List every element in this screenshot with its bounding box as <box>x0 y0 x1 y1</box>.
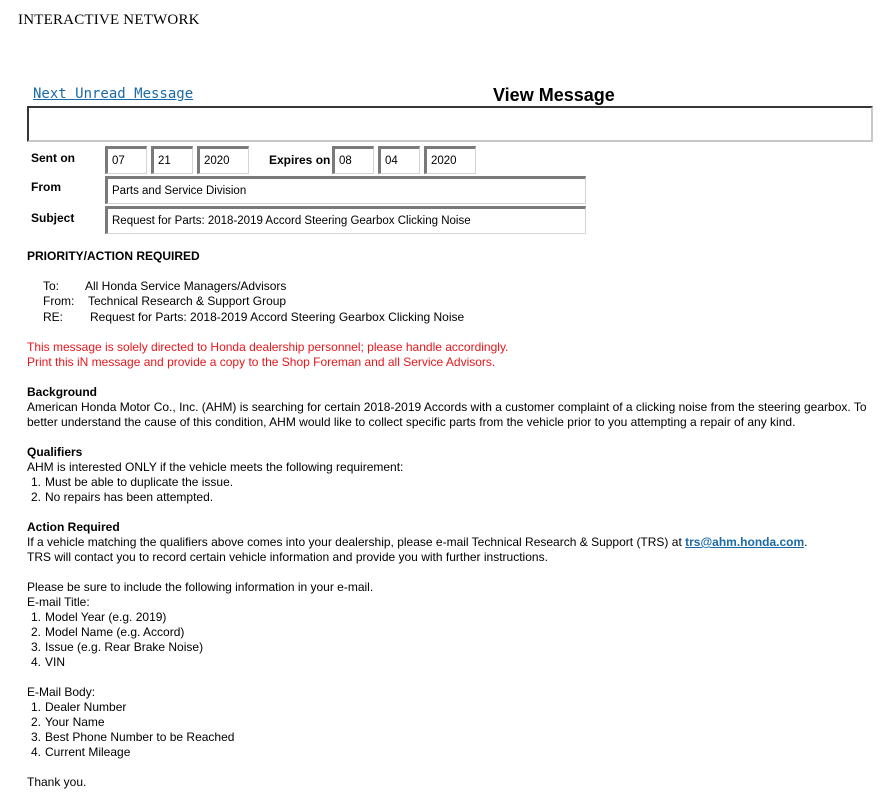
background-heading: Background <box>27 385 98 399</box>
sent-year-field[interactable]: 2020 <box>197 146 249 174</box>
email-body-list <box>27 700 234 760</box>
page-title: View Message <box>493 85 615 105</box>
subject-field[interactable]: Request for Parts: 2018-2019 Accord Steering Gearbox Clicking Noise <box>105 206 586 234</box>
email-title-label: E-mail Title: <box>27 595 90 609</box>
notice-line-2: Print this iN message and provide a copy to the Shop Foreman and all Service Advisors. <box>27 355 496 369</box>
action-text: If a vehicle matching the qualifiers above comes into your dealership, please e-mail Technical Research & Support (TRS) at trs@ahm.honda.com. <box>27 535 808 549</box>
email-title-item: 1. Model Year (e.g. 2019) <box>30 610 167 624</box>
message-header-box <box>27 106 873 142</box>
qualifiers-heading: Qualifiers <box>27 445 83 459</box>
email-body-label: E-Mail Body: <box>27 685 96 699</box>
memo-to-value: All Honda Service Managers/Advisors <box>85 279 287 293</box>
email-body-item: 2. Your Name <box>30 715 105 729</box>
email-title-item: 3. Issue (e.g. Rear Brake Noise) <box>30 640 204 654</box>
memo-from-label: From: <box>43 294 75 308</box>
from-field[interactable]: Parts and Service Division <box>105 176 586 204</box>
memo-re-label: RE: <box>43 310 64 324</box>
from-label: From <box>31 180 61 194</box>
expires-month-field[interactable]: 08 <box>332 146 374 174</box>
trs-email-link[interactable]: trs@ahm.honda.com <box>685 535 805 549</box>
qualifiers-list <box>27 475 233 505</box>
email-title-item: 4. VIN <box>30 655 66 669</box>
notice-line-1: This message is solely directed to Honda dealership personnel; please handle accordingly. <box>27 340 509 354</box>
qualifiers-intro: AHM is interested ONLY if the vehicle meets the following requirement: <box>27 460 404 474</box>
expires-year-field[interactable]: 2020 <box>424 146 476 174</box>
next-unread-message-link[interactable]: Next Unread Message <box>33 86 194 102</box>
email-title-item: 2. Model Name (e.g. Accord) <box>30 625 185 639</box>
qualifier-item: 2. No repairs has been attempted. <box>30 490 214 504</box>
action-text-line-2: TRS will contact you to record certain vehicle information and provide you with further instructions. <box>27 550 548 564</box>
subject-label: Subject <box>31 211 75 225</box>
memo-from-value: Technical Research & Support Group <box>88 294 287 308</box>
priority-heading: PRIORITY/ACTION REQUIRED <box>27 249 200 263</box>
memo-to-label: To: <box>43 279 60 293</box>
expires-on-label: Expires on <box>269 153 331 167</box>
background-text: American Honda Motor Co., Inc. (AHM) is searching for certain 2018-2019 Accords with a customer complaint of a clicking noise from the steering gearbox. To better understand the cause of this condition, AHM would like to collect specific parts from the vehicle prior to you attempting a repair of any kind. <box>27 400 867 429</box>
action-required-heading: Action Required <box>27 520 120 534</box>
email-body-item: 4. Current Mileage <box>30 745 131 759</box>
email-body-item: 1. Dealer Number <box>30 700 127 714</box>
expires-day-field[interactable]: 04 <box>378 146 420 174</box>
closing-thanks: Thank you. <box>27 775 87 789</box>
qualifier-item: 1. Must be able to duplicate the issue. <box>30 475 234 489</box>
sent-month-field[interactable]: 07 <box>105 146 147 174</box>
email-title-list <box>27 610 203 670</box>
memo-re-value: Request for Parts: 2018-2019 Accord Steering Gearbox Clicking Noise <box>90 310 465 324</box>
email-body-item: 3. Best Phone Number to be Reached <box>30 730 235 744</box>
sent-day-field[interactable]: 21 <box>151 146 193 174</box>
include-intro: Please be sure to include the following information in your e-mail. <box>27 580 374 594</box>
sent-on-label: Sent on <box>31 151 75 165</box>
app-brand-title: INTERACTIVE NETWORK <box>18 12 200 28</box>
